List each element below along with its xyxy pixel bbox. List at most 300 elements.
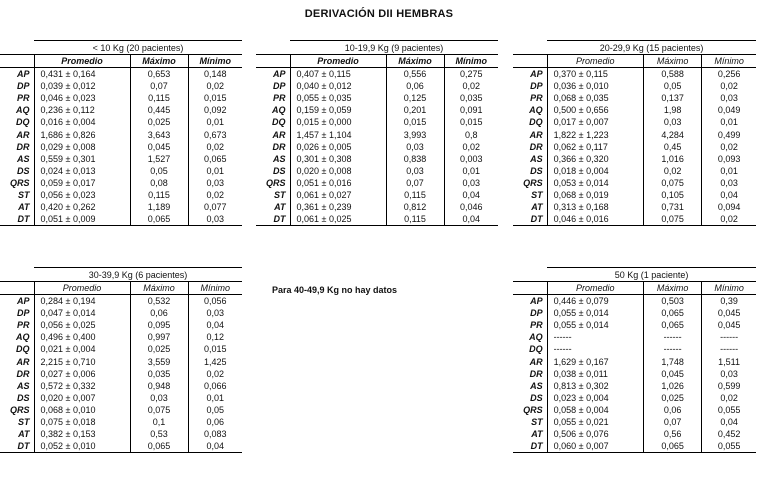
row-label: DS	[256, 165, 290, 177]
row-label: AT	[0, 428, 34, 440]
cell-maximo: 0,45	[644, 141, 702, 153]
cell-promedio: 0,062 ± 0,117	[547, 141, 643, 153]
cell-maximo: 0,065	[644, 440, 702, 453]
cell-promedio: 0,382 ± 0,153	[34, 428, 130, 440]
table-row	[256, 104, 498, 116]
table-row	[256, 189, 498, 201]
cell-maximo: 0,556	[386, 68, 444, 81]
row-label: DT	[513, 213, 547, 226]
table-row	[0, 380, 242, 392]
cell-promedio: 0,021 ± 0,004	[34, 343, 130, 355]
table-row	[513, 343, 756, 355]
cell-maximo: 0,095	[130, 319, 188, 331]
cell-minimo: 0,06	[206, 416, 225, 427]
column-header: Promedio	[290, 55, 386, 68]
cell-maximo: 1,748	[644, 355, 702, 367]
cell-minimo: 0,01	[462, 165, 481, 176]
column-header: Promedio	[547, 282, 643, 295]
table-row	[513, 368, 756, 380]
table-row	[0, 331, 242, 343]
cell-promedio: 0,431 ± 0,164	[34, 68, 130, 81]
table-row	[0, 295, 242, 308]
column-header: Máximo	[644, 282, 702, 295]
table-row	[0, 128, 242, 140]
cell-maximo: 0,06	[386, 80, 444, 92]
row-label: PR	[513, 319, 547, 331]
cell-minimo: 0,02	[206, 81, 225, 92]
row-label: AT	[513, 201, 547, 213]
table-caption: 20-29,9 Kg (15 pacientes)	[547, 41, 756, 55]
cell-promedio: 0,060 ± 0,007	[547, 440, 643, 453]
cell-minimo: 0,003	[459, 153, 483, 164]
row-label: DR	[513, 368, 547, 380]
cell-maximo: 0,065	[130, 440, 188, 453]
cell-maximo: 1,189	[130, 201, 188, 213]
cell-maximo: 0,56	[644, 428, 702, 440]
column-header: Promedio	[547, 55, 643, 68]
cell-maximo: 0,105	[644, 189, 702, 201]
row-label: AP	[513, 68, 547, 81]
cell-maximo: 0,115	[130, 92, 188, 104]
table-row	[0, 355, 242, 367]
row-label: QRS	[256, 177, 290, 189]
cell-promedio: ------	[547, 331, 643, 343]
row-label: AQ	[256, 104, 290, 116]
row-label: DP	[256, 80, 290, 92]
cell-promedio: 0,056 ± 0,023	[34, 189, 130, 201]
table-row	[0, 428, 242, 440]
no-data-note: Para 40-49,9 Kg no hay datos	[272, 285, 398, 295]
table-row	[0, 92, 242, 104]
cell-promedio: 0,055 ± 0,035	[290, 92, 386, 104]
cell-minimo: 0,035	[459, 93, 483, 104]
table-row	[0, 213, 242, 226]
row-label: DQ	[513, 343, 547, 355]
table-row	[513, 331, 756, 343]
cell-maximo: 0,532	[130, 295, 188, 308]
table-row	[513, 80, 756, 92]
cell-promedio: 0,061 ± 0,027	[290, 189, 386, 201]
row-label: AP	[0, 295, 34, 308]
cell-promedio: 0,017 ± 0,007	[547, 116, 643, 128]
cell-minimo: 0,077	[203, 202, 227, 213]
row-label: PR	[0, 92, 34, 104]
row-label: ST	[513, 416, 547, 428]
table-row	[513, 416, 756, 428]
row-label: AQ	[513, 331, 547, 343]
cell-minimo: 1,511	[718, 356, 741, 367]
table-row	[513, 153, 756, 165]
column-header: Mínimo	[444, 55, 498, 68]
cell-promedio: 0,036 ± 0,010	[547, 80, 643, 92]
column-header: Mínimo	[188, 55, 242, 68]
cell-maximo: 0,03	[130, 392, 188, 404]
row-label: QRS	[513, 177, 547, 189]
cell-maximo: 0,125	[386, 92, 444, 104]
cell-maximo: 0,201	[386, 104, 444, 116]
cell-maximo: 0,07	[130, 80, 188, 92]
cell-maximo: 0,07	[644, 416, 702, 428]
cell-minimo: 1,425	[203, 356, 227, 367]
cell-promedio: 0,420 ± 0,262	[34, 201, 130, 213]
row-label: DP	[0, 307, 34, 319]
row-label: DR	[0, 141, 34, 153]
column-header: Máximo	[130, 55, 188, 68]
cell-minimo: 0,256	[717, 69, 741, 80]
table-caption: 50 Kg (1 paciente)	[547, 268, 756, 282]
table-row	[0, 404, 242, 416]
cell-maximo: 0,137	[644, 92, 702, 104]
cell-promedio: 0,040 ± 0,012	[290, 80, 386, 92]
cell-minimo: 0,055	[702, 440, 756, 453]
cell-minimo: 0,01	[720, 165, 738, 176]
row-label: ST	[513, 189, 547, 201]
cell-promedio: 0,366 ± 0,320	[547, 153, 643, 165]
cell-minimo: 0,049	[717, 105, 741, 116]
cell-promedio: 0,053 ± 0,014	[547, 177, 643, 189]
table-row	[0, 189, 242, 201]
row-label: ST	[0, 189, 34, 201]
cell-minimo: 0,02	[462, 81, 481, 92]
cell-promedio: 0,559 ± 0,301	[34, 153, 130, 165]
cell-promedio: 0,361 ± 0,239	[290, 201, 386, 213]
cell-maximo: 0,503	[644, 295, 702, 308]
table-row	[513, 307, 756, 319]
cell-promedio: 0,018 ± 0,004	[547, 165, 643, 177]
cell-minimo: 0,02	[720, 81, 738, 92]
table-row	[513, 295, 756, 308]
cell-promedio: 0,020 ± 0,007	[34, 392, 130, 404]
cell-promedio: 1,686 ± 0,826	[34, 128, 130, 140]
row-label: DS	[513, 392, 547, 404]
cell-maximo: 0,653	[130, 68, 188, 81]
cell-promedio: 0,500 ± 0,656	[547, 104, 643, 116]
row-label: QRS	[513, 404, 547, 416]
table-20-29kg	[513, 40, 756, 226]
row-label: DQ	[256, 116, 290, 128]
cell-minimo: 0,02	[720, 392, 738, 403]
row-label: AS	[0, 380, 34, 392]
cell-promedio: 0,047 ± 0,014	[34, 307, 130, 319]
column-header: Mínimo	[702, 55, 756, 68]
row-label: AS	[256, 153, 290, 165]
cell-maximo: 0,06	[644, 404, 702, 416]
column-header: Mínimo	[188, 282, 242, 295]
table-row	[0, 153, 242, 165]
cell-promedio: 0,284 ± 0,194	[34, 295, 130, 308]
cell-maximo: 0,075	[644, 177, 702, 189]
row-label: AQ	[0, 331, 34, 343]
cell-promedio: 1,457 ± 1,104	[290, 128, 386, 140]
table-row	[256, 213, 498, 226]
cell-maximo: 0,838	[386, 153, 444, 165]
cell-promedio: 0,046 ± 0,016	[547, 213, 643, 226]
table-50kg	[513, 267, 756, 453]
cell-maximo: 0,025	[130, 116, 188, 128]
table-row	[0, 440, 242, 453]
cell-minimo: 0,599	[717, 380, 741, 391]
cell-minimo: 0,04	[720, 189, 738, 200]
table-row	[256, 141, 498, 153]
cell-minimo: 0,02	[720, 141, 738, 152]
cell-minimo: 0,094	[717, 202, 741, 213]
cell-minimo: 0,02	[206, 368, 225, 379]
table-row	[513, 392, 756, 404]
table-row	[0, 319, 242, 331]
cell-minimo: 0,03	[462, 177, 481, 188]
cell-promedio: 0,370 ± 0,115	[547, 68, 643, 81]
row-label: DP	[513, 80, 547, 92]
row-label: AR	[513, 355, 547, 367]
row-label: AP	[0, 68, 34, 81]
row-label: AR	[0, 355, 34, 367]
table-row	[513, 104, 756, 116]
cell-promedio: 2,215 ± 0,710	[34, 355, 130, 367]
cell-promedio: 1,822 ± 1,223	[547, 128, 643, 140]
cell-promedio: 1,629 ± 0,167	[547, 355, 643, 367]
column-header: Promedio	[34, 282, 130, 295]
row-label: DS	[0, 392, 34, 404]
cell-minimo: 0,03	[720, 368, 738, 379]
table-row	[0, 68, 242, 81]
cell-promedio: 0,496 ± 0,400	[34, 331, 130, 343]
cell-maximo: 0,445	[130, 104, 188, 116]
cell-minimo: 0,452	[717, 429, 741, 440]
cell-minimo: 0,04	[206, 320, 225, 331]
row-label: AS	[513, 380, 547, 392]
table-caption: < 10 Kg (20 pacientes)	[34, 41, 242, 55]
cell-maximo: 3,559	[130, 355, 188, 367]
cell-minimo: 0,045	[717, 320, 741, 331]
table-row	[513, 165, 756, 177]
row-label: DR	[256, 141, 290, 153]
row-label: AP	[256, 68, 290, 81]
row-label: AR	[256, 128, 290, 140]
table-row	[0, 201, 242, 213]
table-row	[0, 104, 242, 116]
cell-promedio: 0,301 ± 0,308	[290, 153, 386, 165]
row-label: DR	[513, 141, 547, 153]
cell-minimo: 0,065	[203, 153, 227, 164]
cell-minimo: 0,092	[203, 105, 227, 116]
cell-maximo: 0,812	[386, 201, 444, 213]
cell-minimo: 0,015	[203, 344, 227, 355]
table-row	[513, 116, 756, 128]
cell-maximo: 0,03	[386, 141, 444, 153]
row-label: PR	[256, 92, 290, 104]
cell-maximo: 0,05	[644, 80, 702, 92]
cell-maximo: 0,06	[130, 307, 188, 319]
table-row	[256, 116, 498, 128]
cell-promedio: 0,813 ± 0,302	[547, 380, 643, 392]
row-label: DP	[0, 80, 34, 92]
cell-promedio: 0,506 ± 0,076	[547, 428, 643, 440]
page-title: DERIVACIÓN DII HEMBRAS	[304, 8, 454, 20]
table-row	[513, 355, 756, 367]
table-row	[0, 416, 242, 428]
cell-promedio: 0,056 ± 0,025	[34, 319, 130, 331]
row-label: DT	[0, 213, 34, 226]
cell-minimo: 0,02	[206, 141, 225, 152]
cell-minimo: 0,083	[203, 429, 227, 440]
cell-promedio: 0,015 ± 0,000	[290, 116, 386, 128]
cell-minimo: 0,056	[203, 296, 227, 307]
cell-minimo: 0,03	[720, 93, 738, 104]
row-label: AR	[0, 128, 34, 140]
cell-minimo: 0,093	[717, 153, 741, 164]
table-caption: 10-19,9 Kg (9 pacientes)	[290, 41, 498, 55]
cell-promedio: 0,020 ± 0,008	[290, 165, 386, 177]
cell-promedio: 0,016 ± 0,004	[34, 116, 130, 128]
cell-promedio: 0,023 ± 0,004	[547, 392, 643, 404]
cell-promedio: 0,313 ± 0,168	[547, 201, 643, 213]
cell-minimo: 0,39	[720, 296, 738, 307]
cell-promedio: 0,027 ± 0,006	[34, 368, 130, 380]
table-row	[513, 380, 756, 392]
table-row	[513, 189, 756, 201]
column-header: Máximo	[644, 55, 702, 68]
table-10-19kg	[256, 40, 498, 226]
cell-maximo: ------	[644, 331, 702, 343]
cell-minimo: 0,04	[462, 189, 481, 200]
table-row	[513, 428, 756, 440]
row-label: AT	[0, 201, 34, 213]
cell-maximo: 0,08	[130, 177, 188, 189]
cell-minimo: 0,015	[459, 117, 483, 128]
cell-maximo: 0,731	[644, 201, 702, 213]
cell-maximo: 1,016	[644, 153, 702, 165]
table-row	[0, 141, 242, 153]
table-row	[256, 165, 498, 177]
cell-maximo: ------	[644, 343, 702, 355]
cell-maximo: 0,035	[130, 368, 188, 380]
table-row	[0, 368, 242, 380]
cell-promedio: 0,038 ± 0,011	[547, 368, 643, 380]
cell-minimo: 0,045	[717, 308, 741, 319]
table-row	[513, 68, 756, 81]
table-row	[0, 392, 242, 404]
cell-maximo: 0,045	[644, 368, 702, 380]
table-row	[513, 201, 756, 213]
cell-maximo: 0,997	[130, 331, 188, 343]
cell-minimo: 0,046	[459, 202, 483, 213]
cell-maximo: 0,015	[386, 116, 444, 128]
cell-promedio: 0,068 ± 0,019	[547, 189, 643, 201]
cell-promedio: 0,407 ± 0,115	[290, 68, 386, 81]
row-label: PR	[513, 92, 547, 104]
table-row	[513, 92, 756, 104]
table-row	[0, 177, 242, 189]
table-row	[513, 404, 756, 416]
cell-promedio: 0,572 ± 0,332	[34, 380, 130, 392]
row-label: DP	[513, 307, 547, 319]
cell-promedio: 0,059 ± 0,017	[34, 177, 130, 189]
cell-minimo: 0,02	[702, 213, 756, 226]
cell-promedio: 0,446 ± 0,079	[547, 295, 643, 308]
cell-minimo: ------	[720, 344, 739, 355]
column-header: Mínimo	[702, 282, 756, 295]
cell-minimo: 0,066	[203, 380, 227, 391]
cell-minimo: 0,499	[717, 129, 741, 140]
table-row	[513, 128, 756, 140]
cell-maximo: 0,025	[130, 343, 188, 355]
table-row	[513, 141, 756, 153]
cell-promedio: 0,236 ± 0,112	[34, 104, 130, 116]
row-label: DS	[0, 165, 34, 177]
cell-promedio: 0,046 ± 0,023	[34, 92, 130, 104]
column-header: Máximo	[386, 55, 444, 68]
cell-maximo: 3,993	[386, 128, 444, 140]
cell-minimo: 0,03	[206, 308, 225, 319]
cell-minimo: 0,04	[188, 440, 242, 453]
row-label: DR	[0, 368, 34, 380]
cell-minimo: 0,091	[459, 105, 483, 116]
table-row	[0, 165, 242, 177]
cell-promedio: 0,024 ± 0,013	[34, 165, 130, 177]
row-label: DQ	[0, 343, 34, 355]
table-row	[0, 343, 242, 355]
table-30-39kg	[0, 267, 242, 453]
table-row	[513, 440, 756, 453]
cell-maximo: 0,53	[130, 428, 188, 440]
cell-promedio: 0,068 ± 0,010	[34, 404, 130, 416]
cell-minimo: ------	[720, 332, 739, 343]
cell-maximo: 0,07	[386, 177, 444, 189]
table-under-10kg	[0, 40, 242, 226]
cell-promedio: 0,055 ± 0,014	[547, 319, 643, 331]
cell-maximo: 0,065	[644, 307, 702, 319]
cell-minimo: 0,01	[206, 392, 225, 403]
cell-minimo: 0,12	[206, 332, 225, 343]
cell-promedio: 0,159 ± 0,059	[290, 104, 386, 116]
row-label: AS	[0, 153, 34, 165]
cell-minimo: 0,02	[206, 189, 225, 200]
cell-minimo: 0,03	[206, 177, 225, 188]
cell-promedio: 0,051 ± 0,009	[34, 213, 130, 226]
row-label: DQ	[513, 116, 547, 128]
row-label: DT	[513, 440, 547, 453]
row-label: AS	[513, 153, 547, 165]
cell-maximo: 0,1	[130, 416, 188, 428]
cell-minimo: 0,055	[717, 404, 741, 415]
cell-minimo: 0,03	[188, 213, 242, 226]
cell-maximo: 0,02	[644, 165, 702, 177]
row-label: AP	[513, 295, 547, 308]
cell-promedio: 0,068 ± 0,035	[547, 92, 643, 104]
cell-maximo: 1,026	[644, 380, 702, 392]
cell-promedio: 0,075 ± 0,018	[34, 416, 130, 428]
table-row	[513, 177, 756, 189]
cell-maximo: 0,115	[386, 213, 444, 226]
cell-promedio: 0,052 ± 0,010	[34, 440, 130, 453]
cell-maximo: 0,05	[130, 165, 188, 177]
cell-minimo: 0,05	[206, 404, 225, 415]
row-label: AT	[513, 428, 547, 440]
cell-minimo: 0,8	[465, 129, 478, 140]
row-label: AQ	[0, 104, 34, 116]
cell-maximo: 0,948	[130, 380, 188, 392]
row-label: DT	[256, 213, 290, 226]
cell-maximo: 0,588	[644, 68, 702, 81]
cell-minimo: 0,275	[459, 69, 483, 80]
cell-maximo: 0,075	[644, 213, 702, 226]
cell-maximo: 0,045	[130, 141, 188, 153]
table-row	[256, 177, 498, 189]
row-label: QRS	[0, 404, 34, 416]
cell-maximo: 1,98	[644, 104, 702, 116]
row-label: ST	[256, 189, 290, 201]
table-row	[0, 116, 242, 128]
